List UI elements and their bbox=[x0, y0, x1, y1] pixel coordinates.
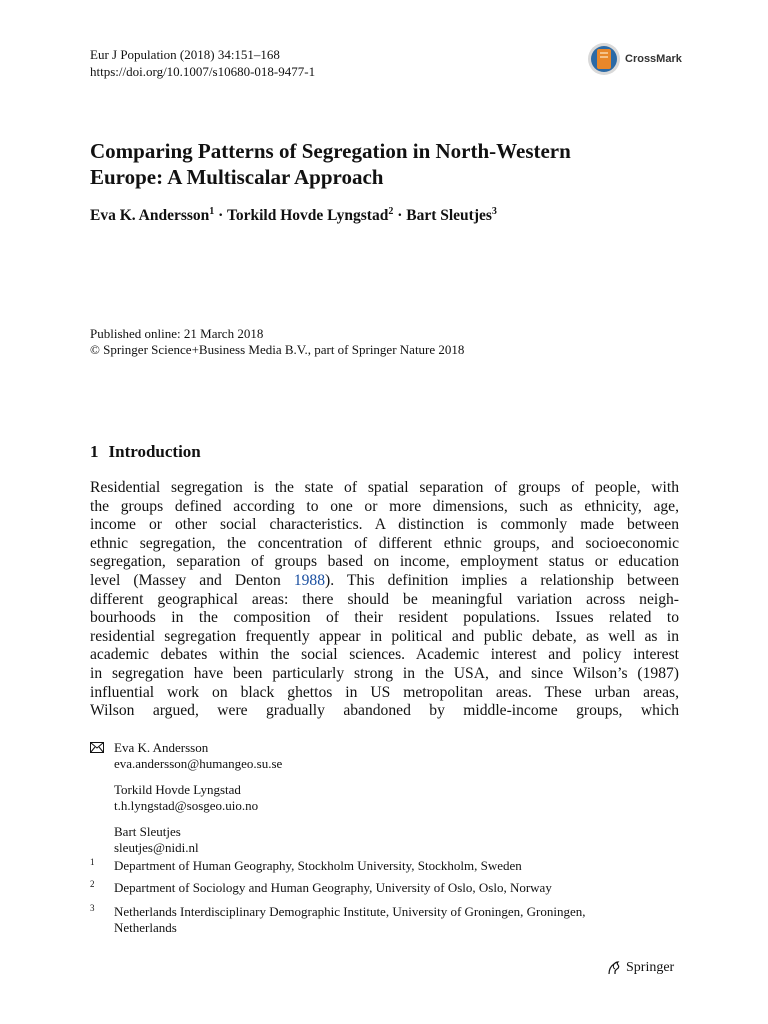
body-line: bourhoods in the composition of their resident populations. Issues related to bbox=[90, 609, 679, 627]
envelope-icon bbox=[90, 742, 104, 753]
section-number: 1 bbox=[90, 442, 99, 461]
body-line: influential work on black ghettos in US metropolitan areas. These urban areas, bbox=[90, 683, 679, 701]
citation-link[interactable]: 1988 bbox=[293, 571, 326, 589]
author-separator: · bbox=[214, 207, 227, 225]
citation-text-after: ). This definition implies a relationship between bbox=[325, 571, 679, 589]
body-line: ethnic segregation, the concentration of different ethnic groups, and socioeconomic bbox=[90, 534, 679, 552]
contact-name: Bart Sleutjes bbox=[114, 824, 181, 839]
body-line: segregation, separation of groups based on income, employment status or education bbox=[90, 553, 679, 571]
affiliation-number: 2 bbox=[90, 879, 95, 889]
springer-wordmark: Springer bbox=[626, 960, 675, 975]
body-line: income or other social characteristics. A distinction is commonly made between bbox=[90, 516, 679, 534]
journal-citation: Eur J Population (2018) 34:151–168 bbox=[90, 47, 280, 62]
body-paragraph bbox=[90, 479, 679, 721]
contact-entry bbox=[114, 824, 282, 856]
title-line-1: Comparing Patterns of Segregation in North-Western bbox=[90, 139, 571, 163]
body-line: Wilson argued, were gradually abandoned by middle-income groups, which bbox=[90, 702, 679, 720]
affiliation-item bbox=[90, 858, 650, 874]
affiliation-text: Netherlands Interdisciplinary Demographic Institute, University of Groningen, Groningen, bbox=[114, 904, 586, 919]
author-list bbox=[90, 206, 497, 225]
doi-link[interactable]: https://doi.org/10.1007/s10680-018-9477-1 bbox=[90, 64, 316, 79]
body-line-with-citation bbox=[90, 572, 679, 591]
body-line: academic debates within the social sciences. Academic interest and policy interest bbox=[90, 646, 679, 664]
affiliation-number: 1 bbox=[90, 857, 95, 867]
title-line-2: Europe: A Multiscalar Approach bbox=[90, 165, 384, 189]
author-name: Bart Sleutjes bbox=[406, 207, 492, 225]
springer-horse-icon bbox=[606, 960, 622, 976]
body-line: different geographical areas: there should be meaningful variation across neigh- bbox=[90, 590, 679, 608]
body-line: residential segregation frequently appear in political and public debate, as well as in bbox=[90, 627, 679, 645]
affiliation-text: Netherlands bbox=[114, 920, 177, 935]
contact-email[interactable]: t.h.lyngstad@sosgeo.uio.no bbox=[114, 798, 259, 813]
contact-entry bbox=[114, 740, 282, 772]
affiliation-text: Department of Human Geography, Stockholm University, Stockholm, Sweden bbox=[114, 858, 522, 873]
citation-text-before: level (Massey and Denton bbox=[90, 571, 294, 589]
publication-info bbox=[90, 326, 464, 358]
published-date: Published online: 21 March 2018 bbox=[90, 326, 264, 341]
contact-email[interactable]: sleutjes@nidi.nl bbox=[114, 840, 199, 855]
author-name: Eva K. Andersson bbox=[90, 207, 210, 225]
author-affiliation-mark: 2 bbox=[388, 206, 394, 217]
author-separator: · bbox=[393, 207, 407, 225]
crossmark-badge[interactable] bbox=[587, 42, 687, 76]
section-title: Introduction bbox=[108, 442, 201, 461]
body-line: in segregation have been particularly strong in the USA, and since Wilson’s (1987) bbox=[90, 664, 679, 682]
body-line: the groups defined according to one or more dimensions, such as ethnicity, age, bbox=[90, 497, 679, 515]
contact-email[interactable]: eva.andersson@humangeo.su.se bbox=[114, 756, 283, 771]
affiliation-number: 3 bbox=[90, 903, 95, 913]
crossmark-icon bbox=[587, 42, 621, 76]
contact-entry bbox=[114, 782, 282, 814]
author-affiliation-mark: 3 bbox=[491, 206, 497, 217]
affiliation-item bbox=[90, 904, 650, 936]
section-heading bbox=[90, 442, 201, 462]
contact-name: Eva K. Andersson bbox=[114, 740, 209, 755]
springer-logo bbox=[606, 960, 674, 976]
journal-header bbox=[90, 46, 315, 80]
affiliation-text: Department of Sociology and Human Geography, University of Oslo, Oslo, Norway bbox=[114, 880, 552, 895]
copyright-notice: © Springer Science+Business Media B.V., part of Springer Nature 2018 bbox=[90, 342, 465, 357]
corresponding-contacts bbox=[90, 740, 282, 866]
contact-name: Torkild Hovde Lyngstad bbox=[114, 782, 241, 797]
author-affiliation-mark: 1 bbox=[209, 206, 215, 217]
crossmark-label: CrossMark bbox=[625, 53, 682, 65]
body-line: Residential segregation is the state of spatial separation of groups of people, with bbox=[90, 479, 679, 496]
paper-title bbox=[90, 138, 690, 190]
affiliation-item bbox=[90, 880, 650, 896]
author-name: Torkild Hovde Lyngstad bbox=[226, 207, 389, 225]
